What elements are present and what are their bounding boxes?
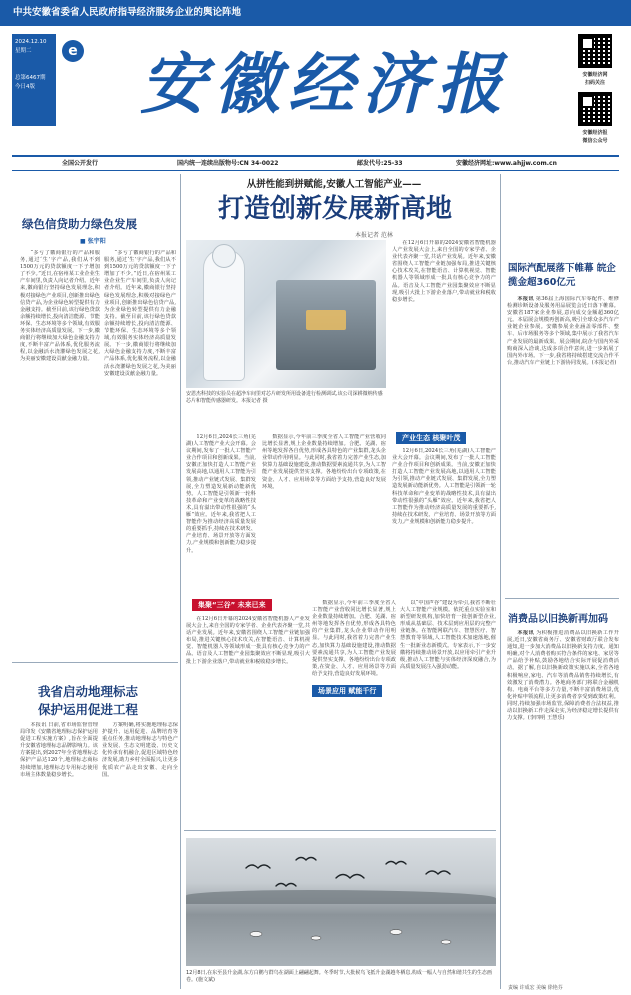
issue-date: 2024.12.10 bbox=[15, 39, 47, 45]
geo-col-1: 本报讯 日前,省市场监督管理局印发《安徽省地理标志保护运用促进工程实施方案》,旨在全面提升安徽省地理标志品牌影响力。该方案提出,到2027年全省地理标志保护产品达120个,地理标志商标持续增加,地理标志专用标志使用市场主体数量稳步增长。 bbox=[20, 722, 98, 778]
lab-light bbox=[306, 310, 346, 330]
lead-kicker: 从拼性能到拼赋能,安徽人工智能产业—— bbox=[246, 179, 422, 190]
bird-on-water bbox=[311, 936, 321, 940]
bird-mark bbox=[246, 865, 270, 868]
postal-code: 邮发代号:25-33 bbox=[357, 160, 403, 167]
lead-col-4: 12月6日,2024长三角(芜湖)人工智能产业大会开幕。会议期间,发布了一批人工智能产业合作项目和创新成果。当前,安徽正加快打造人工智能产业发展高地,以通用人工智能为引领,推动产业链式发展、集群发展,全力塑造发展新动能新优势。人工智能是引领新一轮科技革命和产业变革的战略性技术,具有溢出带动性很强的“头雁”效应。近年来,我省把人工智能作为推动经济高质量发展的重要抓手,持续在技术研发、产业培育、场景开放等方面发力,产业规模和创新能力稳步提升。 bbox=[392, 448, 496, 525]
lake-birds-caption: 12月8日,在东至县升金湖,东方白鹳与群鸟在湖面上翩翩起舞。冬季时节,大批候鸟飞抵升金湖越冬栖息,构成一幅人与自然和谐共生的生态画卷。(施文斌) bbox=[186, 970, 492, 983]
qr2-label: 安徽经济报 bbox=[582, 130, 608, 136]
right-story-title: 国际汽配展落下帷幕 皖企揽金超360亿元 bbox=[508, 263, 616, 288]
left-story-title: 绿色信贷助力绿色发展 bbox=[22, 217, 137, 231]
lab-photo-caption: 安恩杰科技的实验员在超净车间里对芯片研发所用设备进行检测调试,该公司深耕微纳传感芯片和智能传感器研发。本报记者 摄 bbox=[186, 391, 383, 404]
left-story-col-1: “多亏了徽商银行的产品和服务,通过‘生’字产品,我们从不到1500万元的贷款额度一下子增加了不少。”近日,在宿州某工业企业生产车间里,负责人向记者介绍。近年来,徽商银行坚持绿色发展理念,积极对接绿色产业项目,创新推出绿色信贷产品,为企业绿色转型提供有力金融支持。截至目前,该行绿色贷款余额持续增长,投向清洁能源、节能环保、生态环境等多个领域,有效服务实体经济高质量发展。下一步,徽商银行将继续加大绿色金融支持力度,不断丰富产品体系,优化服务流程,以金融活水浇灌绿色发展之花,为美丽安徽建设贡献金融力量。 bbox=[20, 250, 100, 363]
left-divider bbox=[180, 174, 181, 989]
top-banner: 中共安徽省委省人民政府指导经济服务企业的舆论阵地 bbox=[0, 0, 631, 26]
lab-worker-figure bbox=[204, 250, 244, 380]
masthead-title: 安徽经济报 bbox=[140, 45, 510, 123]
masthead-info-line bbox=[12, 158, 619, 168]
bird-on-water bbox=[250, 932, 262, 937]
geo-left-rule bbox=[12, 662, 178, 663]
page-count: 今日4版 bbox=[15, 84, 35, 90]
cn-number: 国内统一连续出版物号:CN 34-0022 bbox=[177, 160, 279, 167]
lab-worker-head bbox=[212, 244, 236, 268]
right-story2-text: 本报讯 为积极推进消费品以旧换新工作开展,近日,安徽省商务厅、安徽省财政厅联合发布通知,进一步加大消费品以旧换新支持力度。通知明确,对个人消费者购买符合条件的家电、家居等产品给予补贴,鼓励各地结合实际开展促消费活动。据了解,自以旧换新政策实施以来,全省各地积极响应,家电、汽车等消费品销售持续增长,有效激发了消费潜力。各地商务部门将联合金融机构、电商平台等多方力量,不断丰富消费场景,优化补贴申领流程,让更多消费者享受到政策红利。同时,持续加强市场监管,保障消费者合法权益,推动以旧换新工作走深走实,为经济稳定增长提供有力支撑。(李四明 王慧乐) bbox=[507, 630, 619, 722]
info-rule bbox=[12, 170, 619, 171]
tag-industry-ecology: 产业生态 核聚叶茂 bbox=[396, 432, 466, 444]
masthead-rule bbox=[12, 155, 619, 157]
lead-col-top-right: 在12月6日开幕的2024安徽省智能机器人产业发展大会上,来自全国的专家学者、企业代表齐聚一堂,共话产业发展。近年来,安徽省围绕人工智能产业链加强布局,推进关键核心技术攻关,在智能语音、计算机视觉、智能机器人等领域形成一批具有核心竞争力的产品。语音及人工智能产业园集聚效应不断显现,吸引大批上下游企业落户,带动就业和税收稳步增长。 bbox=[392, 240, 496, 303]
right-story2-byline: 本报讯 bbox=[517, 630, 535, 636]
bird-mark bbox=[336, 875, 364, 879]
masthead-info bbox=[12, 34, 56, 126]
qr-code-wechat-icon bbox=[578, 92, 612, 126]
qr-code-website-icon bbox=[578, 34, 612, 68]
left-story-col-2: “多亏了徽商银行的产品和服务,通过‘生’字产品,我们从不到1500万元的贷款额度一下子增加了不少。”近日,在宿州某工业企业生产车间里,负责人向记者介绍。近年来,徽商银行坚持绿色发展理念,积极对接绿色产业项目,创新推出绿色信贷产品,为企业绿色转型提供有力金融支持。截至目前,该行绿色贷款余额持续增长,投向清洁能源、节能环保、生态环境等多个领域,有效服务实体经济高质量发展。下一步,徽商银行将继续加大绿色金融支持力度,不断丰富产品体系,优化服务流程,以金融活水浇灌绿色发展之花,为美丽安徽建设贡献金融力量。 bbox=[104, 250, 176, 377]
bird-mark bbox=[296, 858, 316, 861]
geo-top-rule bbox=[184, 830, 496, 831]
masthead bbox=[0, 26, 631, 154]
right-story-byline: 本报讯 bbox=[517, 296, 534, 302]
birds-svg bbox=[186, 838, 496, 966]
lead-col-3: 在12月6日开幕的2024安徽省智能机器人产业发展大会上,来自全国的专家学者、企业代表齐聚一堂,共话产业发展。近年来,安徽省围绕人工智能产业链加强布局,推进关键核心技术攻关,在智能语音、计算机视觉、智能机器人等领域形成一批具有核心竞争力的产品。语音及人工智能产业园集聚效应不断显现,吸引大批上下游企业落户,带动就业和税收稳步增长。 bbox=[186, 616, 310, 665]
right-divider bbox=[500, 174, 501, 989]
lead-col-6: 以“中国声谷”建设为牵引,我省不断壮大人工智能产业规模。依托重点实验室和新型研发机构,加快培育一批创新型企业,形成从基础层、技术层到应用层的完整产业链条。在智能网联汽车、智慧医疗、智慧教育等领域,人工智能技术加速落地,催生一批新业态新模式。专家表示,下一步安徽将持续推动场景开放,以应用牵引产业升级,推动人工智能与实体经济深度融合,为高质量发展注入强劲动能。 bbox=[400, 600, 496, 670]
right-story-rule bbox=[505, 598, 619, 599]
geo-title-1: 我省启动地理标志 bbox=[38, 684, 139, 699]
geo-col-2: 方案明确,将实施地理标志保护提升、运用促进、品牌培育等重点任务,推动地理标志与特色产业发展、生态文明建设、历史文化传承有机融合,促进区域特色经济发展,助力乡村全面振兴,让更多优质农产品走出安徽、走向全国。 bbox=[102, 722, 178, 778]
tag-ai-valley: 集聚“三谷” 未来已来 bbox=[192, 599, 272, 611]
lab-photo bbox=[186, 240, 386, 388]
lead-col-1: 12月6日,2024长三角(芜湖)人工智能产业大会开幕。会议期间,发布了一批人工智能产业合作项目和创新成果。当前,安徽正加快打造人工智能产业发展高地,以通用人工智能为引领,推动产业链式发展、集群发展,全力塑造发展新动能新优势。人工智能是引领新一轮科技革命和产业变革的战略性技术,具有溢出带动性很强的“头雁”效应。近年来,我省把人工智能作为推动经济高质量发展的重要抓手,持续在技术研发、产业培育、场景开放等方面发力,产业规模和创新能力稳步提升。 bbox=[186, 434, 256, 554]
lead-headline: 打造创新发展新高地 bbox=[217, 194, 452, 224]
masthead-logo-icon: e bbox=[62, 40, 84, 62]
left-story-byline: ■ 张宇阳 bbox=[80, 238, 106, 245]
qr1-sub: 扫码关注 bbox=[584, 80, 605, 86]
bird-on-water bbox=[441, 940, 451, 944]
right-story-text: 本报讯 第36届上海国际汽车零配件、维修检测诊断设备及服务用品展览会近日落下帷幕。安徽省187家企业参展,意向成交金额超360亿元。本届展会规模再创新高,吸引全球众多汽车产业链企业参展。安徽参展企业涵盖零部件、整车、后市场服务等多个领域,集中展示了我省汽车产业发展的最新成果。展会期间,皖企与国内外采购商深入洽谈,达成多项合作意向,进一步拓展了国内外市场。下一步,我省将持续搭建交流合作平台,推动汽车产业链上下游协同发展。(本报记者) bbox=[507, 296, 619, 366]
bird-on-water bbox=[390, 930, 402, 935]
page-footer: 责编 许成宏 美编 徐艳芬 bbox=[508, 985, 563, 991]
tag-scenario-application: 场景应用 赋能千行 bbox=[312, 685, 382, 697]
right-story2-title: 消费品以旧换新再加码 bbox=[508, 614, 608, 625]
lead-byline: 本报记者 范林 bbox=[355, 232, 393, 239]
weekday: 星期二 bbox=[15, 48, 32, 54]
distribution-note: 全国公开发行 bbox=[62, 160, 99, 167]
issue-number: 总第6467期 bbox=[15, 75, 46, 81]
geo-title-2: 保护运用促进工程 bbox=[38, 702, 139, 717]
qr1-label: 安徽经济网 bbox=[582, 72, 608, 78]
lead-col-5: 数据显示,今年前三季度全省人工智能产业营收同比增长显著,规上企业数量持续增加。合肥、芜湖、宿州等地发挥各自优势,形成各具特色的产业集群,龙头企业带动作用明显。与此同时,我省着力完善产业生态,加快算力基础设施建设,推动数据要素流通共享,为人工智能产业发展提供坚实支撑。各地纷纷出台专项政策,在资金、人才、应用场景等方面给予支持,营造良好发展环境。 bbox=[312, 600, 396, 677]
bird-mark bbox=[426, 871, 450, 874]
qr2-sub: 微信公众号 bbox=[582, 138, 608, 144]
bird-mark bbox=[276, 884, 296, 887]
lake-birds-photo bbox=[186, 838, 496, 966]
bird-mark bbox=[386, 862, 406, 865]
website-address: 安徽经济网址:www.ahjjw.com.cn bbox=[456, 160, 557, 167]
lead-col-2: 数据显示,今年前三季度全省人工智能产业营收同比增长显著,规上企业数量持续增加。合肥、芜湖、宿州等地发挥各自优势,形成各具特色的产业集群,龙头企业带动作用明显。与此同时,我省着力完善产业生态,加快算力基础设施建设,推动数据要素流通共享,为人工智能产业发展提供坚实支撑。各地纷纷出台专项政策,在资金、人才、应用场景等方面给予支持,营造良好发展环境。 bbox=[262, 434, 386, 490]
